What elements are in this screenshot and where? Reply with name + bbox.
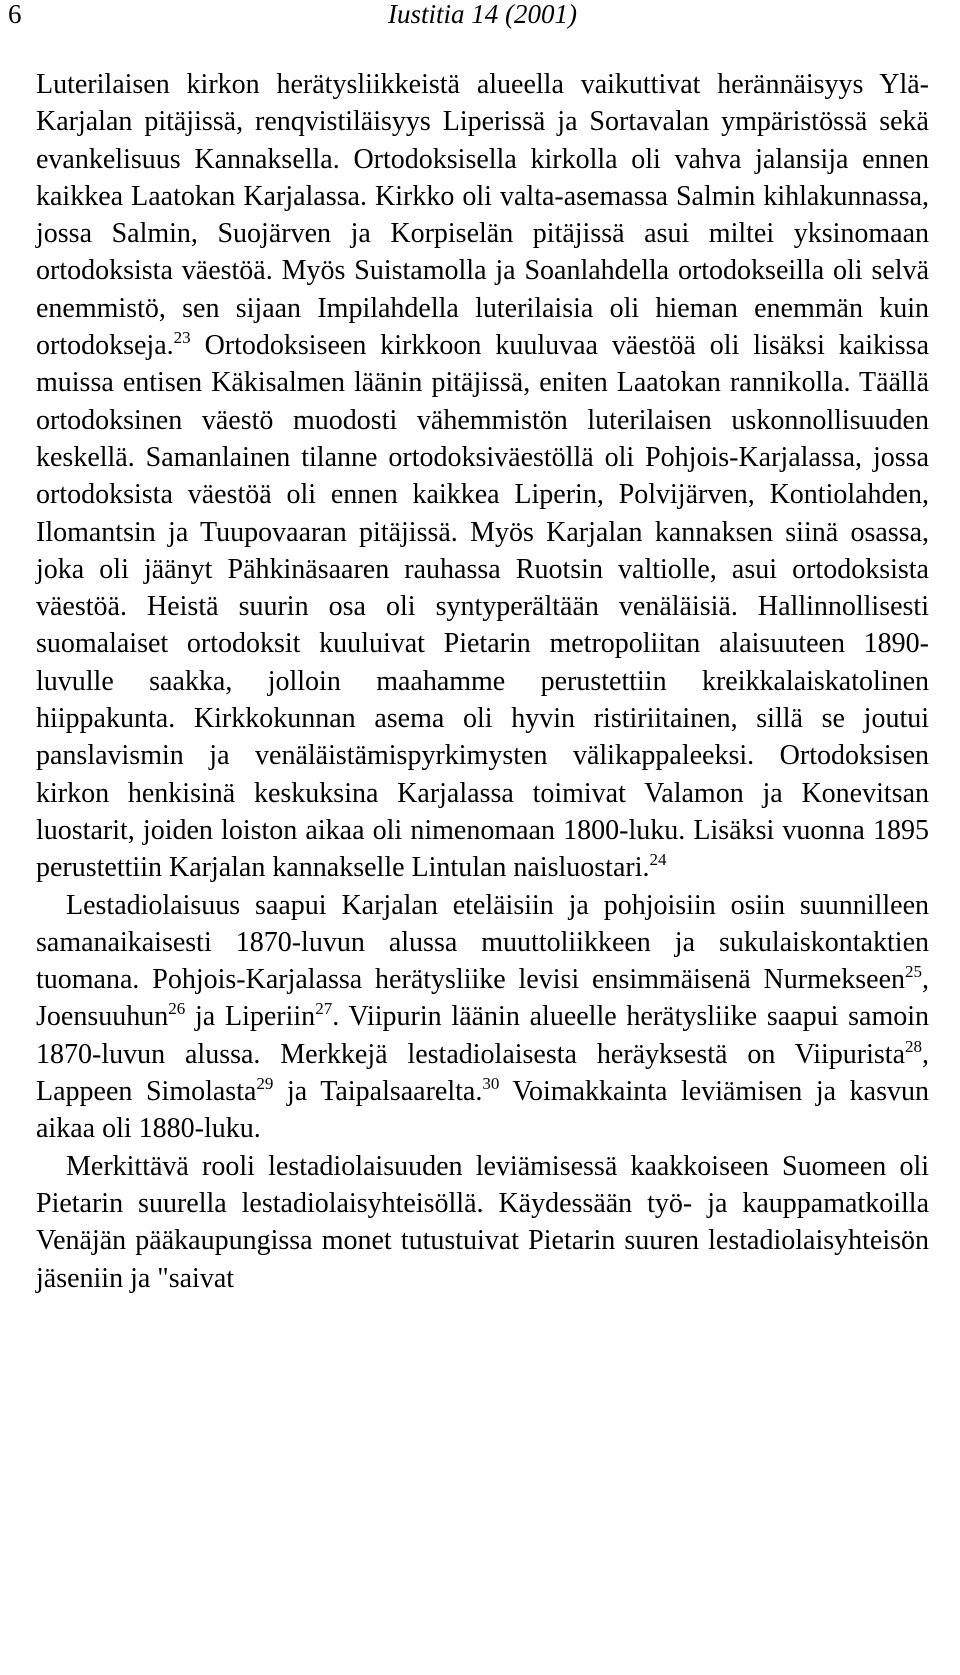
paragraph-text: Voimakkainta leviämisen ja kasvun aikaa oli 1880-luku. bbox=[36, 1076, 929, 1145]
body-text bbox=[36, 66, 929, 1297]
footnote-reference: 28 bbox=[905, 1036, 922, 1056]
footnote-reference: 25 bbox=[905, 962, 922, 982]
footnote-reference: 23 bbox=[173, 328, 191, 348]
page-header bbox=[8, 0, 929, 29]
paragraph-text: ja Liperiin bbox=[185, 1001, 316, 1033]
paragraph-text: , Joensuuhun bbox=[36, 964, 929, 1033]
footnote-reference: 30 bbox=[482, 1074, 500, 1094]
paragraph-text: Luterilaisen kirkon herätysliikkeistä alueella vaikuttivat herännäisyys Ylä-Karjalan pitäjissä, renqvistiläisyys Liperissä ja Sortavalan ympäristössä sekä evankelisuus Kannaksella. Ortodoksisella kirkolla oli vahva jalansija ennen kaikkea Laatokan Karjalassa. Kirkko oli valta-asemassa Salmin kihlakunnassa, jossa Salmin, Suojärven ja Korpiselän pitäjissä asui miltei yksinomaan ortodoksista väestöä. Myös Suistamolla ja Soanlahdella ortodokseilla oli selvä enemmistö, sen sijaan Impilahdella luterilaisia oli hieman enemmän kuin ortodokseja. bbox=[36, 69, 929, 362]
running-head: Iustitia 14 (2001) bbox=[388, 0, 577, 29]
footnote-reference: 24 bbox=[649, 850, 667, 870]
paragraph-text: . Viipurin läänin alueelle herätysliike saapui samoin 1870-luvun alussa. Merkkejä lestadiolaisesta heräyksestä on Viipurista bbox=[36, 1001, 929, 1070]
paragraph-text: Ortodoksiseen kirkkoon kuuluvaa väestöä oli lisäksi kaikissa muissa entisen Käkisalmen läänin pitäjissä, eniten Laatokan rannikolla. Täällä ortodoksinen väestö muodosti vähemmistön luterilaisen uskonnollisuuden keskellä. Samanlainen tilanne ortodoksiväestöllä oli Pohjois-Karjalassa, jossa ortodoksista väestöä oli ennen kaikkea Liperin, Polvijärven, Kontiolahden, Ilomantsin ja Tuupovaaran pitäjissä. Myös Karjalan kannaksen siinä osassa, joka oli jäänyt Pähkinäsaaren rauhassa Ruotsin valtiolle, asui ortodoksista väestöä. Heistä suurin osa oli syntyperältään venäläisiä. Hallinnollisesti suomalaiset ortodoksit kuuluivat Pietarin metropoliitan alaisuuteen 1890-luvulle saakka, jolloin maahamme perustettiin kreikkalaiskatolinen hiippakunta. Kirkkokunnan asema oli hyvin ristiriitainen, sillä se joutui panslavismin ja venäläistämispyrkimysten välikappaleeksi. Ortodoksisen kirkon henkisinä keskuksina Karjalassa toimivat Valamon ja Konevitsan luostarit, joiden loiston aikaa oli nimenomaan 1800-luku. Lisäksi vuonna 1895 perustettiin Karjalan kannakselle Lintulan naisluostari. bbox=[36, 330, 929, 884]
paragraph bbox=[36, 887, 929, 1148]
paragraph-text: Merkittävä rooli lestadiolaisuuden leviämisessä kaakkoiseen Suomeen oli Pietarin suurella lestadiolaisyhteisöllä. Käydessään työ- ja kauppamatkoilla Venäjän pääkaupungissa monet tutustuivat Pietarin suuren lestadiolaisyhteisön jäseniin ja "saivat bbox=[36, 1150, 929, 1294]
footnote-reference: 26 bbox=[168, 999, 186, 1019]
paragraph-text: Lestadiolaisuus saapui Karjalan eteläisiin ja pohjoisiin osiin suunnilleen samanaikaisesti 1870-luvun alussa muuttoliikkeen ja sukulaiskontaktien tuomana. Pohjois-Karjalassa herätysliike levisi ensimmäisenä Nurmekseen bbox=[36, 889, 929, 996]
paragraph-text: , Lappeen Simolasta bbox=[36, 1038, 929, 1108]
footnote-reference: 29 bbox=[256, 1074, 274, 1094]
footnote-reference: 27 bbox=[315, 999, 333, 1019]
page-number: 6 bbox=[8, 0, 22, 29]
paragraph bbox=[36, 66, 929, 887]
document-page bbox=[8, 0, 929, 1297]
paragraph-text: ja Taipalsaarelta. bbox=[273, 1076, 483, 1108]
paragraph bbox=[36, 1148, 929, 1297]
